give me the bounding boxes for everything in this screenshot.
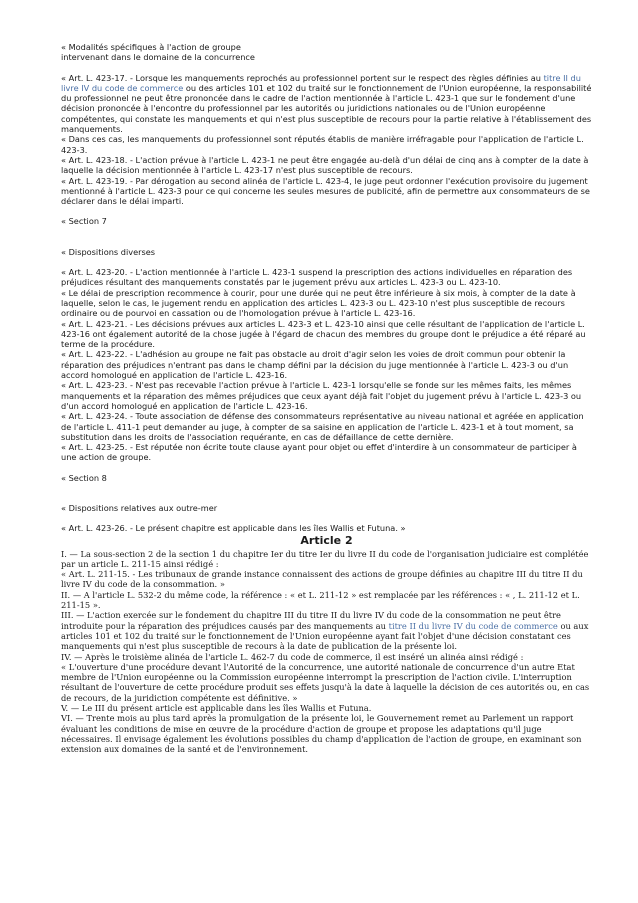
section-subheading: « Dispositions diverses: [61, 246, 156, 257]
paragraph: « Art. L. 423-20. - L'action mentionnée à l'article L. 423-1 suspend la prescription des actions individuelles en réparation des préjudices résultant des manquements constatés par le jugement prévu aux articles L. 423-3 ou L. 423-10.: [61, 267, 573, 288]
paragraph-text: ou aux articles 101 et 102 du traité sur le fonctionnement de l'Union européenne ayant fait l'objet d'une décision constatant ces manquements qui n'est plus susceptible de recours à la date de publication de la présente loi.: [61, 620, 589, 652]
paragraph: « Art. L. 423-25. - Est réputée non écrite toute clause ayant pour objet ou effet d'interdire à un consommateur de participer à une action de groupe.: [61, 442, 577, 463]
article-2-body: [61, 549, 592, 755]
code-de-commerce-link[interactable]: titre II du livre IV du code de commerce: [61, 72, 581, 93]
paragraph: [61, 610, 592, 651]
document-page: [61, 42, 592, 755]
paragraph: IV. — Après le troisième alinéa de l'article L. 462-7 du code de commerce, il est inséré un alinéa ainsi rédigé :: [61, 651, 524, 662]
paragraph: « Art. L. 423-22. - L'adhésion au groupe ne fait pas obstacle au droit d'agir selon les voies de droit commun pour obtenir la réparation des préjudices n'entrant pas dans le champ défini par la décision du juge mentionnée à l'article L. 423-3 ou d'un accord homologué en application de l'article L. 423-16.: [61, 349, 569, 381]
article-1-continuation: [61, 42, 592, 534]
paragraph: « L'ouverture d'une procédure devant l'Autorité de la concurrence, une autorité nationale de concurrence d'un autre Etat membre de l'Union européenne ou la Commission européenne interrompt la prescription de l'action civile. L'interruption résultant de l'ouverture de cette procédure produit ses effets jusqu'à la date à laquelle la décision de ces autorités ou, en cas de recours, de la juridiction compétente est définitive. »: [61, 661, 590, 703]
paragraph: V. — Le III du présent article est applicable dans les îles Wallis et Futuna.: [61, 703, 372, 714]
paragraph: « Art. L. 423-18. - L'action prévue à l'article L. 423-1 ne peut être engagée au-delà d'un délai de cinq ans à compter de la date à laquelle la décision mentionnée à l'article L. 423-17 n'est plus susceptible de recours.: [61, 154, 589, 176]
paragraph: « Art. L. 423-21. - Les décisions prévues aux articles L. 423-3 et L. 423-10 ainsi que celle résultant de l'application de l'article L. 423-16 ont également autorité de la chose jugée à l'égard de chacun des membres du groupe dont le préjudice a été réparé au terme de la procédure.: [61, 318, 586, 350]
paragraph: « Art. L. 423-23. - N'est pas recevable l'action prévue à l'article L. 423-1 lorsqu'elle se fonde sur les mêmes faits, les mêmes manquements et la réparation des mêmes préjudices que ceux ayant déjà fait l'objet du jugement prévu à l'article L. 423-3 ou d'un accord homologué en application de l'article L. 423-16.: [61, 380, 582, 411]
heading-line: « Modalités spécifiques à l'action de groupe: [61, 42, 241, 52]
paragraph: « Art. L. 423-26. - Le présent chapitre est applicable dans les îles Wallis et Futuna. »: [61, 523, 406, 534]
heading-line: intervenant dans le domaine de la concurrence: [61, 52, 255, 63]
paragraph: « Art. L. 423-24. - Toute association de défense des consommateurs représentative au niveau national et agréée en application de l'article L. 411-1 peut demander au juge, à compter de sa saisine en application de l'article L. 423-1 et à tout moment, sa substitution dans les droits de l'association requérante, en cas de défaillance de cette dernière.: [61, 411, 584, 442]
paragraph-text: III. — L'action exercée sur le fondement du chapitre III du titre II du livre IV du code de la consommation ne peut être introduite pour la réparation des préjudices causés par des manquements au: [61, 610, 561, 631]
section-heading: « Section 8: [61, 472, 107, 483]
paragraph: I. — La sous-section 2 de la section 1 du chapitre Ier du titre Ier du livre II du code de l'organisation judiciaire est complétée par un article L. 211-15 ainsi rédigé :: [61, 548, 589, 569]
paragraph: [61, 73, 592, 135]
article-2-title: Article 2: [300, 533, 353, 547]
code-de-commerce-link[interactable]: titre II du livre IV du code de commerce: [388, 620, 558, 631]
paragraph: « Art. L. 423-19. - Par dérogation au second alinéa de l'article L. 423-4, le juge peut ordonner l'exécution provisoire du jugement mentionné à l'article L. 423-3 pour ce qui concerne les seules mesures de publicité, afin de permettre aux consommateurs de se déclarer dans le délai imparti.: [61, 175, 590, 207]
paragraph-text: ou des articles 101 et 102 du traité sur le fonctionnement de l'Union européenne, la responsabilité du professionnel ne peut être prononcée dans le cadre de l'action mentionnée à l'article L. 423-1 que sur le fondement d'une décision prononcée à l'encontre du professionnel par les autorités ou juridictions nationales ou de l'Union européenne compétentes, qui constate les manquements et qui n'est plus susceptible de recours pour la partie relative à l'établissement des manquements.: [61, 82, 592, 135]
paragraph: VI. — Trente mois au plus tard après la promulgation de la présente loi, le Gouvernement remet au Parlement un rapport évaluant les conditions de mise en œuvre de la procédure d'action de groupe et propose les adaptations qu'il juge nécessaires. Il envisage également les évolutions possibles du champ d'application de l'action de groupe, en examinant son extension aux domaines de la santé et de l'environnement.: [61, 713, 582, 755]
paragraph-text: « Art. L. 423-17. - Lorsque les manquements reprochés au professionnel portent sur le respect des règles définies au: [61, 72, 544, 83]
paragraph: « Le délai de prescription recommence à courir, pour une durée qui ne peut être inférieure à six mois, à compter de la date à laquelle, selon le cas, le jugement rendu en application des articles L. 423-3 ou L. 423-10 n'est plus susceptible de recours ordinaire ou de pourvoi en cassation ou de l'homologation prévue à l'article L. 423-16.: [61, 287, 576, 319]
paragraph: « Art. L. 211-15. - Les tribunaux de grande instance connaissent des actions de groupe définies au chapitre III du titre II du livre IV du code de la consommation. »: [61, 569, 583, 590]
section-subheading: « Dispositions relatives aux outre-mer: [61, 502, 218, 513]
paragraph: « Dans ces cas, les manquements du professionnel sont réputés établis de manière irréfragable pour l'application de l'article L. 423-3.: [61, 134, 584, 155]
section-heading: « Section 7: [61, 216, 107, 227]
paragraph: II. — A l'article L. 532-2 du même code, la référence : « et L. 211-12 » est remplacée par les références : « , L. 211-12 et L. 211-15 ».: [61, 589, 580, 611]
